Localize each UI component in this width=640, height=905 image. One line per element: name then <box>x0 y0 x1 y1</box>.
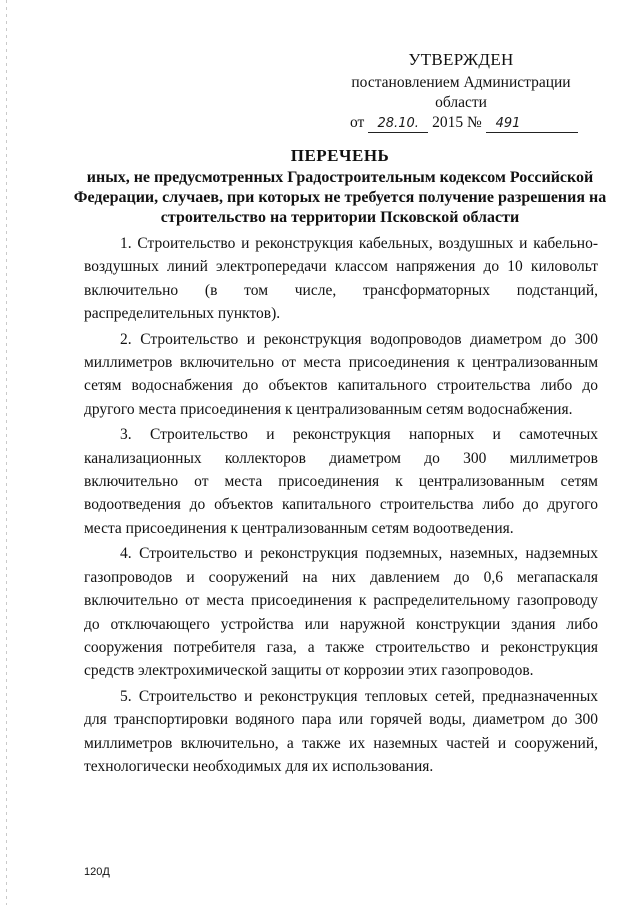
approval-title: УТВЕРЖДЕН <box>408 50 514 69</box>
approval-date-line <box>326 113 596 133</box>
document-heading <box>70 146 610 228</box>
list-item: 5. Строительство и реконструкция тепловых сетей, предназначенных для транспортировки водяного пара или горячей воды, диаметром до 300 миллиметров включительно, а также их наземных частей и сооружений, технологически необходимых для их использования. <box>84 687 598 775</box>
list-item: 2. Строительство и реконструкция водопроводов диаметром до 300 миллиметров включительно от места присоединения к централизованным сетям водоснабжения до объектов капитального строительства либо до другого места присоединения к централизованным сетям водоснабжения. <box>84 330 598 418</box>
list-item: 1. Строительство и реконструкция кабельных, воздушных и кабельно-воздушных линий электропередачи классом напряжения до 10 киловольт включительно (в том числе, трансформаторных подстанций, распределительных пунктов). <box>84 235 598 323</box>
footer-mark: 120Д <box>84 866 110 878</box>
approval-block <box>326 50 596 133</box>
heading-subtitle: иных, не предусмотренных Градостроительным кодексом Российской Федерации, случаев, при которых не требуется получение разрешения на строительство на территории Псковской области <box>73 169 607 226</box>
approval-line: постановлением Администрации области <box>351 74 571 111</box>
list-item: 4. Строительство и реконструкция подземных, наземных, надземных газопроводов и сооружений на них давлением до 0,6 мегапаскаля включительно от места присоединения к распределительному газопроводу до отключающего устройства или наружной конструкции здания либо сооружения потребителя газа, а также строительство и реконструкция средств электрохимической защиты от коррозии этих газопроводов. <box>84 545 598 680</box>
date-prefix: от <box>350 114 365 131</box>
handwritten-number: 491 <box>486 116 578 133</box>
list-item: 3. Строительство и реконструкция напорных и самотечных канализационных коллекторов диаметром до 300 миллиметров включительно от места присоединения к централизованным сетям водоотведения до объектов капитального строительства либо до другого места присоединения к централизованным сетям водоотведения. <box>84 426 598 537</box>
document-body <box>84 232 598 780</box>
heading-title: ПЕРЕЧЕНЬ <box>290 146 390 165</box>
handwritten-date: 28.10. <box>368 116 428 133</box>
year-number-label: 2015 № <box>432 114 482 131</box>
scan-edge <box>6 0 7 905</box>
